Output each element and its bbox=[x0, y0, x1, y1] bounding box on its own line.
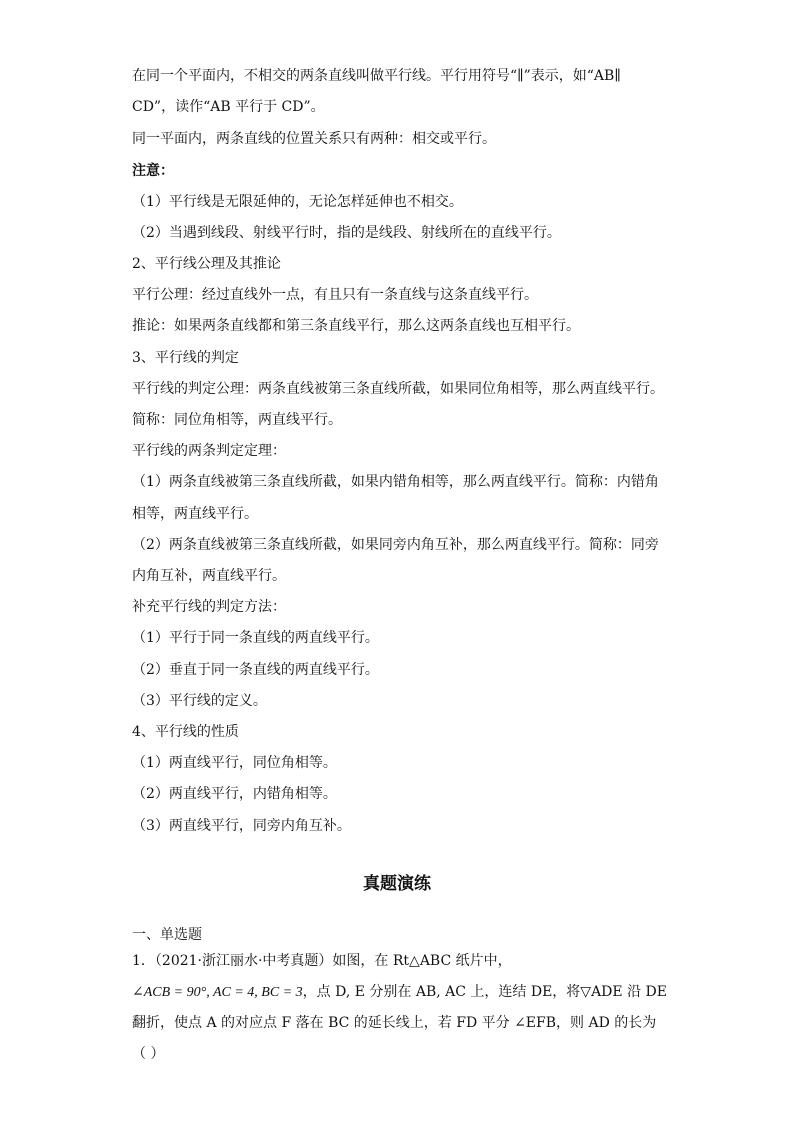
section-heading: 4、平行线的性质 bbox=[132, 724, 239, 740]
text-line: （1）平行于同一条直线的两直线平行。 bbox=[132, 630, 379, 646]
text-line: （3）平行线的定义。 bbox=[132, 693, 267, 709]
text-line: 平行公理：经过直线外一点，有且只有一条直线与这条直线平行。 bbox=[132, 287, 538, 303]
text-line: 平行线的判定公理：两条直线被第三条直线所截，如果同位角相等，那么两直线平行。 bbox=[132, 381, 664, 397]
section-title: 真题演练 bbox=[363, 874, 431, 894]
text-line: （2）两直线平行，内错角相等。 bbox=[132, 786, 337, 802]
text-line: 相等，两直线平行。 bbox=[132, 506, 258, 522]
question-text: ，点 D, E 分别在 AB, AC 上，连结 DE，将▽ADE 沿 DE bbox=[302, 984, 667, 1000]
text-line: 在同一个平面内，不相交的两条直线叫做平行线。平行用符号“∥”表示，如“AB∥ bbox=[132, 68, 621, 84]
question-line: 1．（2021·浙江丽水·中考真题）如图，在 Rt△ABC 纸片中， bbox=[132, 953, 512, 969]
answer-blank: （ ） bbox=[132, 1046, 165, 1062]
text-line: 平行线的两条判定定理： bbox=[132, 443, 286, 459]
section-heading: 2、平行线公理及其推论 bbox=[132, 256, 281, 272]
section-heading: 3、平行线的判定 bbox=[132, 350, 239, 366]
text-line: 补充平行线的判定方法： bbox=[132, 599, 286, 615]
text-line: 同一平面内，两条直线的位置关系只有两种：相交或平行。 bbox=[132, 131, 496, 147]
question-math: ∠ACB = 90°, AC = 4, BC = 3 bbox=[132, 985, 303, 1000]
question-line bbox=[132, 982, 672, 1003]
text-line: （1）平行线是无限延伸的，无论怎样延伸也不相交。 bbox=[132, 194, 463, 210]
text-line: 推论：如果两条直线都和第三条直线平行，那么这两条直线也互相平行。 bbox=[132, 318, 580, 334]
text-line: （1）两直线平行，同位角相等。 bbox=[132, 755, 337, 771]
text-line: （2）当遇到线段、射线平行时，指的是线段、射线所在的直线平行。 bbox=[132, 225, 561, 241]
text-line: （2）垂直于同一条直线的两直线平行。 bbox=[132, 662, 379, 678]
question-type-heading: 一、单选题 bbox=[132, 927, 202, 943]
note-heading: 注意： bbox=[132, 163, 174, 179]
text-line: CD”，读作“AB 平行于 CD”。 bbox=[132, 99, 325, 115]
question-line: 翻折，使点 A 的对应点 F 落在 BC 的延长线上，若 FD 平分 ∠EFB，则 AD 的长为 bbox=[132, 1015, 657, 1031]
text-line: （3）两直线平行，同旁内角互补。 bbox=[132, 818, 351, 834]
text-line: （1）两条直线被第三条直线所截，如果内错角相等，那么两直线平行。简称：内错角 bbox=[132, 474, 659, 490]
text-line: 内角互补，两直线平行。 bbox=[132, 568, 286, 584]
text-line: 简称：同位角相等，两直线平行。 bbox=[132, 412, 342, 428]
text-line: （2）两条直线被第三条直线所截，如果同旁内角互补，那么两直线平行。简称：同旁 bbox=[132, 537, 659, 553]
